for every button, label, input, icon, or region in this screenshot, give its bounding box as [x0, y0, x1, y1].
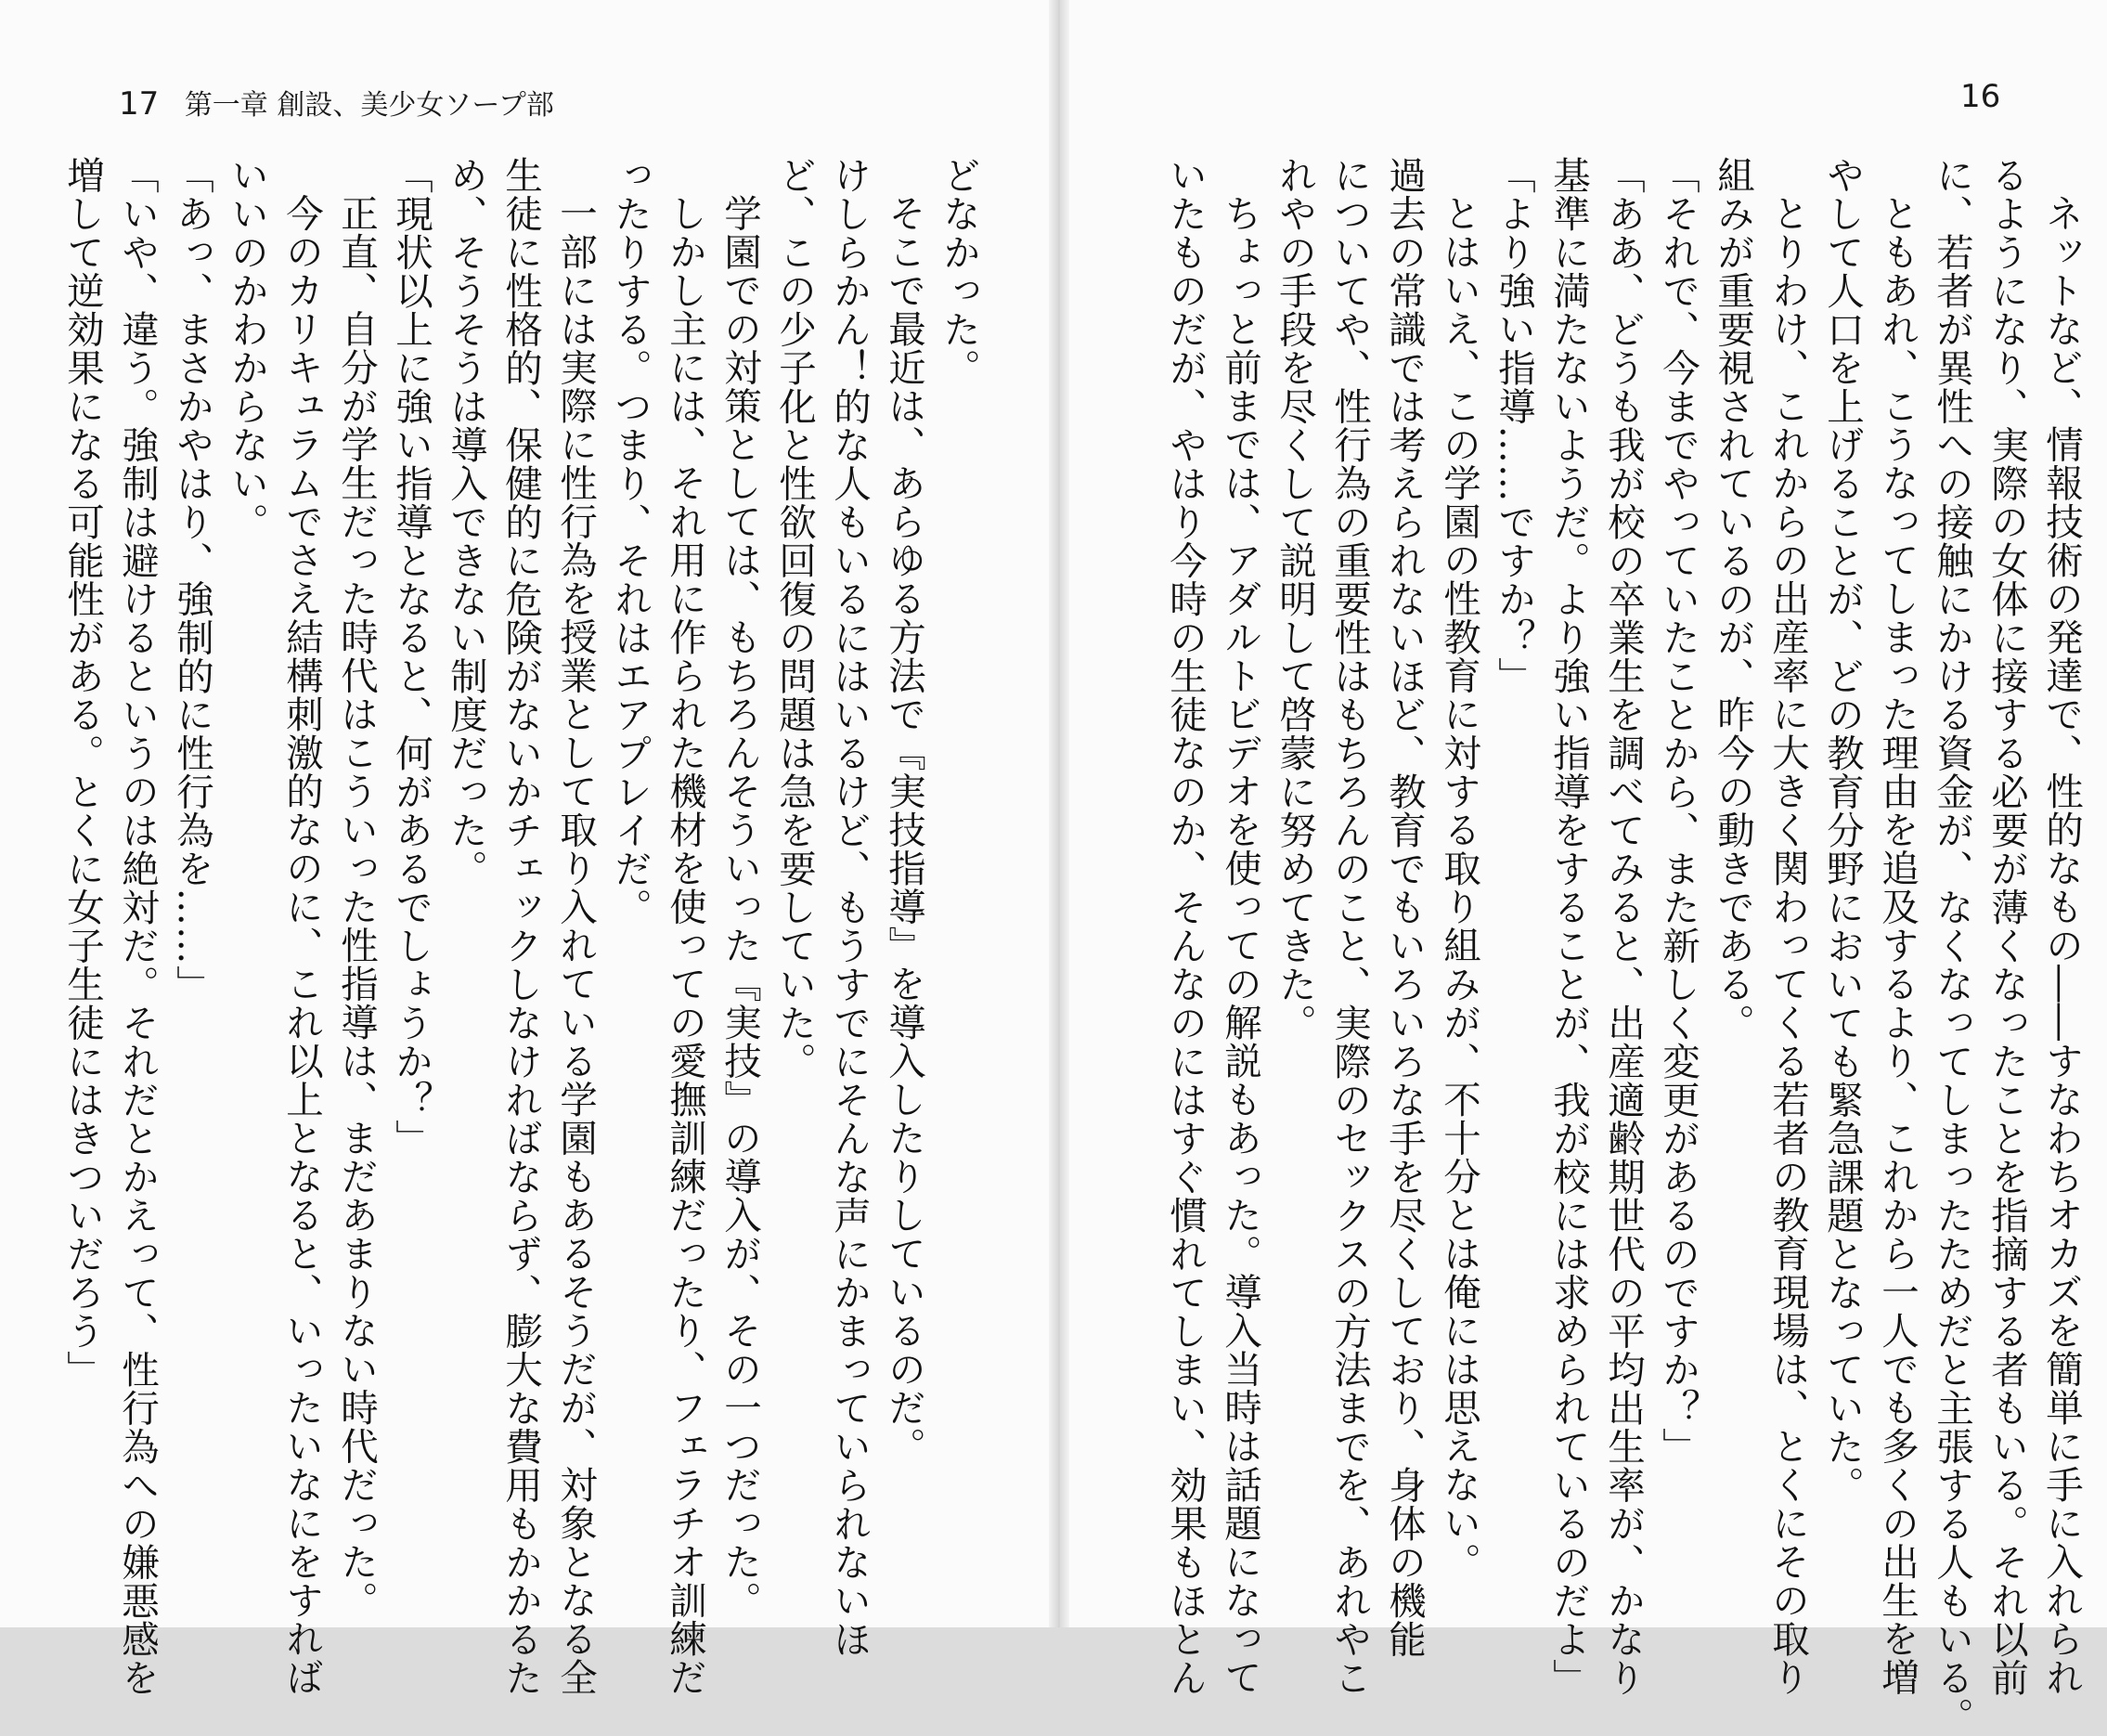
text-line: れやの手段を尽くして説明して啓蒙に努めてきた。 [1273, 156, 1317, 1043]
text-line: ともあれ、こうなってしまった理由を追及するより、これから一人でも多くの出生を増 [1875, 193, 1920, 1696]
dialogue-line: 「ああ、どうも我が校の卒業生を調べてみると、出産適齢期世代の平均出生率が、かなり [1601, 156, 1646, 1697]
chapter-title: 第一章 創設、美少女ソープ部 [184, 89, 554, 122]
text-line: とはいえ、この学園の性教育に対する取り組みが、不十分とは俺には思えない。 [1437, 193, 1481, 1581]
text-line: ちょっと前までは、アダルトビデオを使っての解説もあった。導入当時は話題になって [1218, 193, 1262, 1696]
dialogue-line: 「より強い指導……ですか？」 [1492, 156, 1536, 695]
text-line: 基準に満たないようだ。より強い指導をすることが、我が校には求められているのだよ」 [1546, 156, 1591, 1697]
page-number-right: 16 [1960, 78, 2001, 115]
text-line: ど、この少子化と性欲回復の問題は急を要していた。 [772, 156, 817, 1081]
text-line: いいのかわからない。 [225, 156, 269, 541]
text-line: そこで最近は、あらゆる方法で『実技指導』を導入したりしているのだ。 [882, 193, 926, 1465]
right-page-body [1123, 156, 2088, 1736]
text-line: ネットなど、情報技術の発達で、性的なもの――すなわちオカズを簡単に手に入れられ [2039, 193, 2084, 1696]
text-line: けしらかん！的な人もいるにはいるけど、もうすでにそんな声にかまっていられないほ [827, 156, 872, 1659]
text-line: 過去の常識では考えられないほど、教育でもいろいろな手を尽くしており、身体の機能 [1382, 156, 1427, 1659]
text-line: 正直、自分が学生だった時代はこういった性指導は、まだあまりない時代だった。 [334, 193, 379, 1619]
text-line: 組みが重要視されているのが、昨今の動きである。 [1711, 156, 1755, 1043]
text-line: 増して逆効果になる可能性がある。とくに女子生徒にはきついだろう」 [60, 156, 105, 1389]
left-page-body [60, 156, 986, 1697]
text-line: 生徒に性格的、保健的に危険がないかチェックしなければならず、膨大な費用もかかるた [498, 156, 543, 1697]
page-number-left: 17 [119, 85, 160, 123]
dialogue-line: 「それで、今までやっていたことから、また新しく変更があるのですか？」 [1656, 156, 1700, 1466]
text-line: しかし主には、それ用に作られた機材を使っての愛撫訓練だったり、フェラチオ訓練だ [663, 193, 707, 1696]
running-header [119, 82, 554, 123]
book-gutter [1049, 0, 1069, 1627]
text-line: どなかった。 [937, 156, 981, 387]
text-line: 学園での対策としては、もちろんそういった『実技』の導入が、その一つだった。 [717, 193, 762, 1619]
dialogue-line: 「現状以上に強い指導となると、何があるでしょうか？」 [389, 156, 433, 1158]
text-line: るようになり、実際の女体に接する必要が薄くなったことを指摘する者もいる。それ以前 [1984, 156, 2029, 1697]
left-page [0, 0, 1049, 1697]
text-line: 一部には実際に性行為を授業として取り入れている学園もあるそうだが、対象となる全 [553, 193, 598, 1696]
text-line: やして人口を上げることが、どの教育分野においても緊急課題となっていた。 [1820, 156, 1865, 1505]
text-line: いたものだが、やはり今時の生徒なのか、そんなのにはすぐ慣れてしまい、効果もほとん [1163, 156, 1208, 1697]
right-page [1069, 0, 2107, 1736]
dialogue-line: 「あっ、まさかやはり、強制的に性行為を……」 [170, 156, 214, 1004]
text-line: ったりする。つまり、それはエアプレイだ。 [608, 156, 653, 926]
text-line: に、若者が異性への接触にかける資金が、なくなってしまったためだと主張する人もいる。 [1930, 156, 1974, 1736]
dialogue-line: 「いや、違う。強制は避けるというのは絶対だ。それだとかえって、性行為への嫌悪感を [115, 156, 160, 1697]
text-line: についてや、性行為の重要性はもちろんのこと、実際のセックスの方法までを、あれやこ [1327, 156, 1372, 1697]
text-line: め、そうそうは導入できない制度だった。 [444, 156, 488, 888]
text-line: 今のカリキュラムでさえ結構刺激的なのに、これ以上となると、いったいなにをすれば [279, 193, 324, 1696]
text-line: とりわけ、これからの出産率に大きく関わってくる若者の教育現場は、とくにその取り [1765, 193, 1810, 1696]
